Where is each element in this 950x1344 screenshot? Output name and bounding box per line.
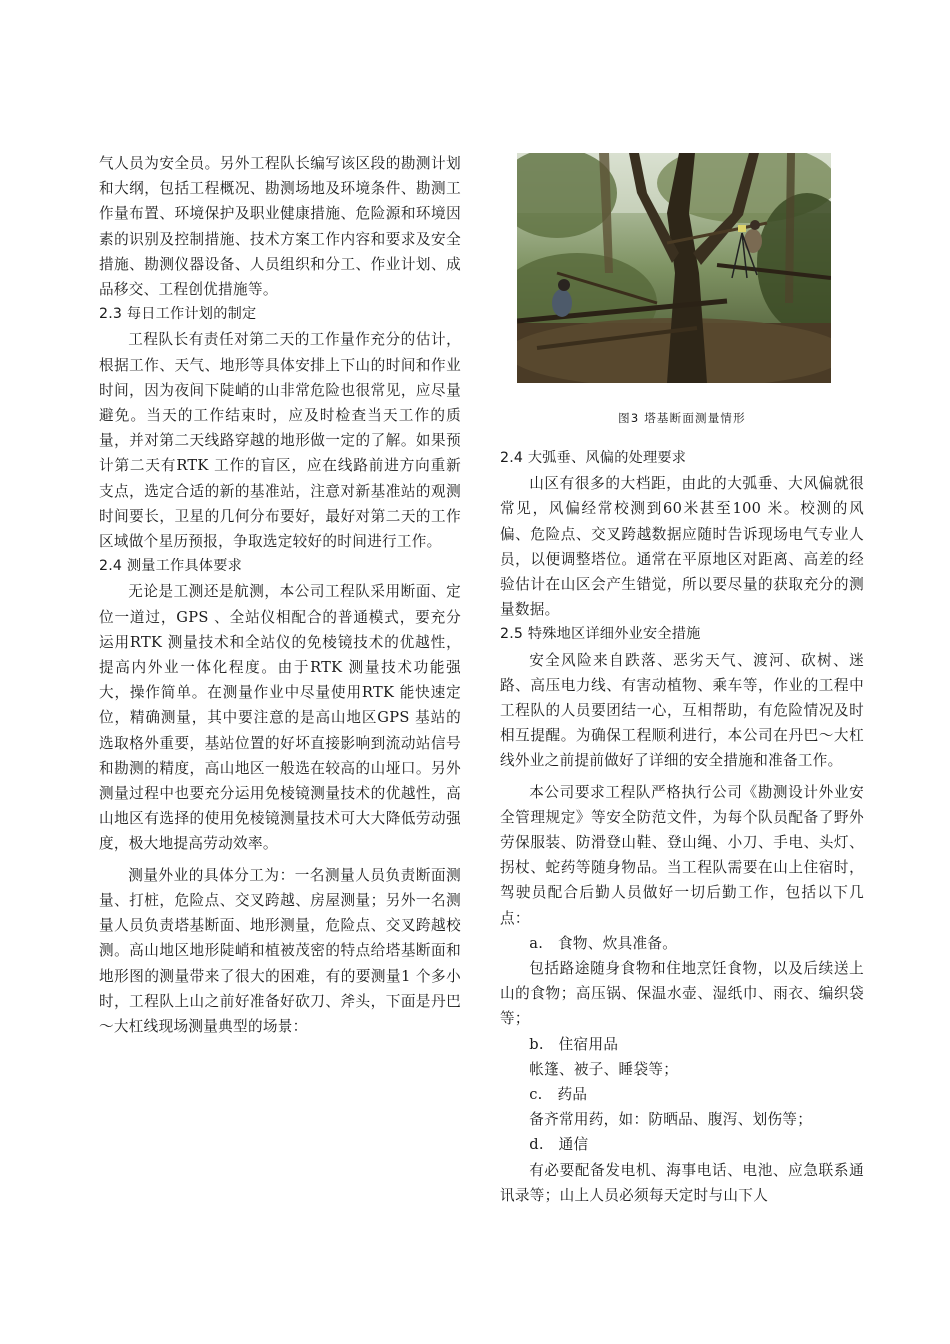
paragraph-continued: 气人员为安全员。另外工程队长编写该区段的勘测计划和大纲，包括工程概况、勘测场地及环境条件、勘测工作量布置、环境保护及职业健康措施、危险源和环境因素的识别及控制措施、技术方案工作内容和要求及安全措施、勘测仪器设备、人员组织和分工、作业计划、成品移交、工程创优措施等。 [99,155,461,299]
section-heading-2-3: 2.3 每日工作计划的制定 [99,306,257,323]
paragraph-2-5-a: 安全风险来自跌落、恶劣天气、渡河、砍树、迷路、高压电力线、有害动植物、乘车等，作业的工程中工程队的人员要团结一心，互相帮助，有危险情况及时相互提醒。为确保工程顺利进行，本公司在丹巴～大杠线外业之前提前做好了详细的安全措施和准备工作。 [500,651,864,770]
left-column [99,151,461,1039]
paragraph-item-d: 有必要配备发电机、海事电话、电池、应急联系通讯录等；山上人员必须每天定时与山下人 [500,1161,864,1204]
list-item-d: d. 通信 [529,1136,589,1154]
list-item-b: b. 住宿用品 [529,1035,619,1053]
forest-photo-image [517,153,831,383]
figure-photo-forest-survey [517,153,831,383]
right-column [500,446,864,1208]
paragraph-item-b: 帐篷、被子、睡袋等； [529,1060,679,1078]
section-heading-2-5: 2.5 特殊地区详细外业安全措施 [500,626,701,643]
list-item-a: a. 食物、炊具准备。 [529,934,678,952]
paragraph-2-5-b: 本公司要求工程队严格执行公司《勘测设计外业安全管理规定》等安全防范文件，为每个队员配备了野外劳保服装、防滑登山鞋、登山绳、小刀、手电、头灯、拐杖、蛇药等随身物品。当工程队需要在山上住宿时，驾驶员配合后勤人员做好一切后勤工作，包括以下几点： [500,783,864,927]
paragraph-2-4-a: 无论是工测还是航测，本公司工程队采用断面、定位一道过，GPS 、全站仪相配合的普通模式，要充分运用RTK 测量技术和全站仪的免棱镜技术的优越性，提高内外业一体化程度。由于RTK 测量技术功能强大，操作简单。在测量作业中尽量使用RTK 能快速定位，精确测量，其中要注意的是高山地区GPS 基站的选取格外重要，基站位置的好坏直接影响到流动站信号和勘测的精度，高山地区一般选在较高的山垭口。另外测量过程中也要充分运用免棱镜测量技术的优越性，高山地区有选择的使用免棱镜测量技术可大大降低劳动强度，极大地提高劳动效率。 [99,583,461,853]
figure-caption: 图3 塔基断面测量情形 [618,411,746,425]
section-heading-2-4-sag: 2.4 大弧垂、风偏的处理要求 [500,450,687,466]
paragraph-2-4-sag: 山区有很多的大档距，由此的大弧垂、大风偏就很常见，风偏经常校测到60米甚至100 米。校测的风偏、危险点、交叉跨越数据应随时告诉现场电气专业人员，以便调整塔位。通常在平原地区对距离、高差的经验估计在山区会产生错觉，所以要尽量的获取充分的测量数据。 [500,475,864,619]
paragraph-item-c: 备齐常用药，如：防晒品、腹泻、划伤等； [529,1111,813,1129]
section-heading-2-4-survey: 2.4 测量工作具体要求 [99,558,242,575]
paragraph-2-3: 工程队长有责任对第二天的工作量作充分的估计，根据工作、天气、地形等具体安排上下山的时间和作业时间，因为夜间下陡峭的山非常危险也很常见，应尽量避免。当天的工作结束时，应及时检查当天工作的质量，并对第二天线路穿越的地形做一定的了解。如果预计第二天有RTK 工作的盲区，应在线路前进方向重新支点，选定合适的新的基准站，注意对新基准站的观测时间要长，卫星的几何分布要好，最好对第二天的工作区域做个星历预报，争取选定较好的时间进行工作。 [99,331,461,551]
paragraph-item-a: 包括路途随身食物和住地烹饪食物，以及后续送上山的食物；高压锅、保温水壶、湿纸巾、雨衣、编织袋等； [500,960,864,1028]
list-item-c: c. 药品 [529,1086,588,1104]
paragraph-2-4-b: 测量外业的具体分工为：一名测量人员负责断面测量、打桩，危险点、交叉跨越、房屋测量；另外一名测量人员负责塔基断面、地形测量，危险点、交叉跨越校测。高山地区地形陡峭和植被茂密的特点给塔基断面和地形图的测量带来了很大的困难，有的要测量1 个多小时，工程队上山之前好准备好砍刀、斧头，下面是丹巴～大杠线现场测量典型的场景： [99,866,461,1035]
